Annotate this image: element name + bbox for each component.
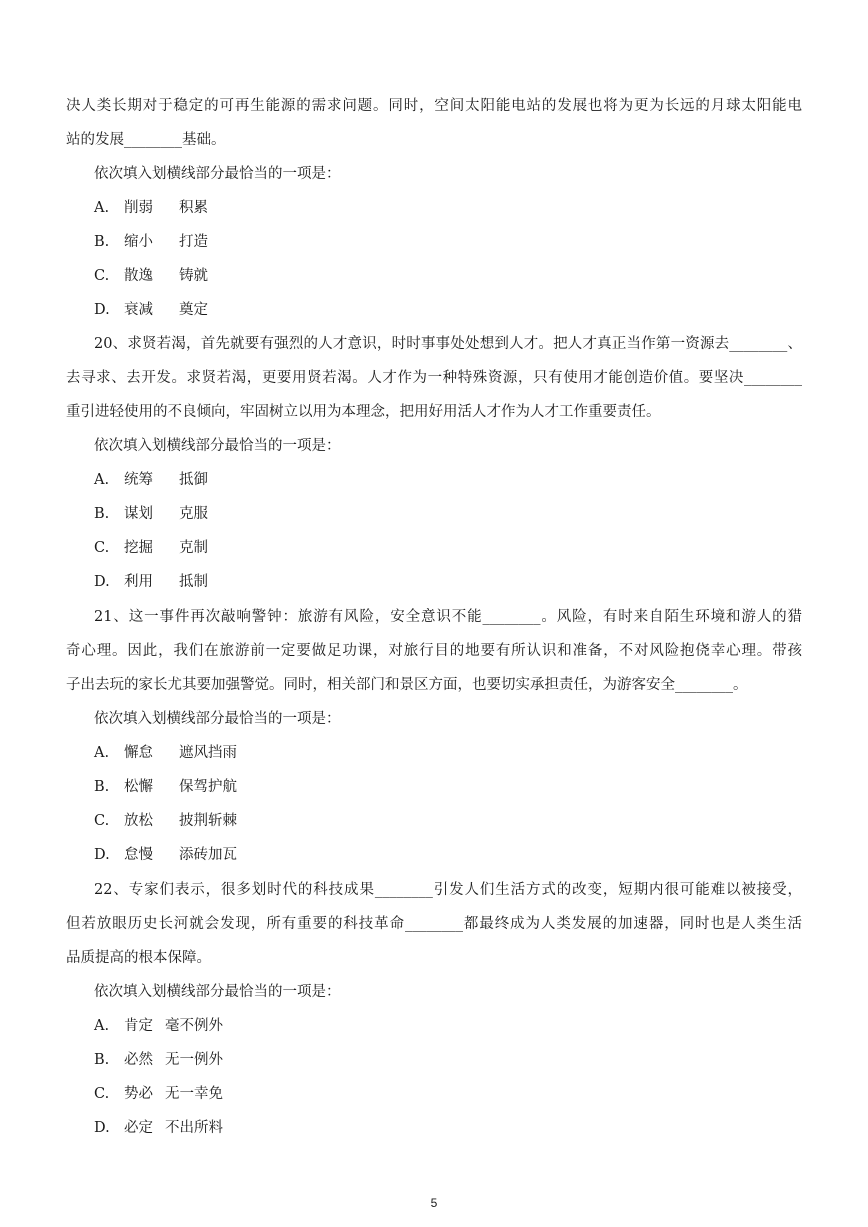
paragraph-line: 站的发展________基础。 (66, 132, 226, 148)
option-b: B. 缩小 打造 (94, 234, 208, 250)
paragraph-line: 22、专家们表示，很多划时代的科技成果________引发人们生活方式的改变，短期内很可能难以被接受， (94, 882, 802, 898)
question-prompt: 依次填入划横线部分最恰当的一项是： (94, 438, 341, 454)
option-b: B. 松懈 保驾护航 (94, 779, 237, 795)
paragraph-line: 品质提高的根本保障。 (66, 950, 211, 966)
option-a: A. 统筹 抵御 (94, 472, 208, 488)
paragraph-line: 重引进轻使用的不良倾向，牢固树立以用为本理念，把用好用活人才作为人才工作重要责任。 (66, 404, 661, 420)
paragraph-line: 但若放眼历史长河就会发现，所有重要的科技革命________都最终成为人类发展的加速器，同时也是人类生活 (66, 916, 802, 932)
option-d: D. 怠慢 添砖加瓦 (94, 847, 237, 863)
option-c: C. 势必 无一幸免 (94, 1086, 223, 1102)
option-a: A. 肯定 毫不例外 (94, 1018, 223, 1034)
option-b: B. 谋划 克服 (94, 506, 208, 522)
paragraph-line: 决人类长期对于稳定的可再生能源的需求问题。同时，空间太阳能电站的发展也将为更为长远的月球太阳能电 (66, 98, 802, 114)
option-a: A. 懈怠 遮风挡雨 (94, 745, 237, 761)
option-d: D. 利用 抵制 (94, 574, 208, 590)
option-b: B. 必然 无一例外 (94, 1052, 223, 1068)
paragraph-line: 20、求贤若渴，首先就要有强烈的人才意识，时时事事处处想到人才。把人才真正当作第一资源去________、 (94, 336, 802, 352)
page-number: 5 (430, 1196, 438, 1210)
option-a: A. 削弱 积累 (94, 200, 208, 216)
option-c: C. 挖掘 克制 (94, 540, 208, 556)
paragraph-line: 奇心理。因此，我们在旅游前一定要做足功课，对旅行目的地要有所认识和准备，不对风险抱侥幸心理。带孩 (66, 643, 802, 659)
paragraph-line: 子出去玩的家长尤其要加强警觉。同时，相关部门和景区方面，也要切实承担责任，为游客安全________。 (66, 677, 748, 693)
paragraph-line: 21、这一事件再次敲响警钟：旅游有风险，安全意识不能________。风险，有时来自陌生环境和游人的猎 (94, 609, 802, 625)
option-d: D. 必定 不出所料 (94, 1120, 223, 1136)
paragraph-line: 去寻求、去开发。求贤若渴，更要用贤若渴。人才作为一种特殊资源，只有使用才能创造价值。要坚决________ (66, 370, 802, 386)
option-d: D. 衰减 奠定 (94, 302, 208, 318)
question-prompt: 依次填入划横线部分最恰当的一项是： (94, 166, 341, 182)
question-prompt: 依次填入划横线部分最恰当的一项是： (94, 984, 341, 1000)
question-prompt: 依次填入划横线部分最恰当的一项是： (94, 711, 341, 727)
option-c: C. 放松 披荆斩棘 (94, 813, 237, 829)
option-c: C. 散逸 铸就 (94, 268, 208, 284)
